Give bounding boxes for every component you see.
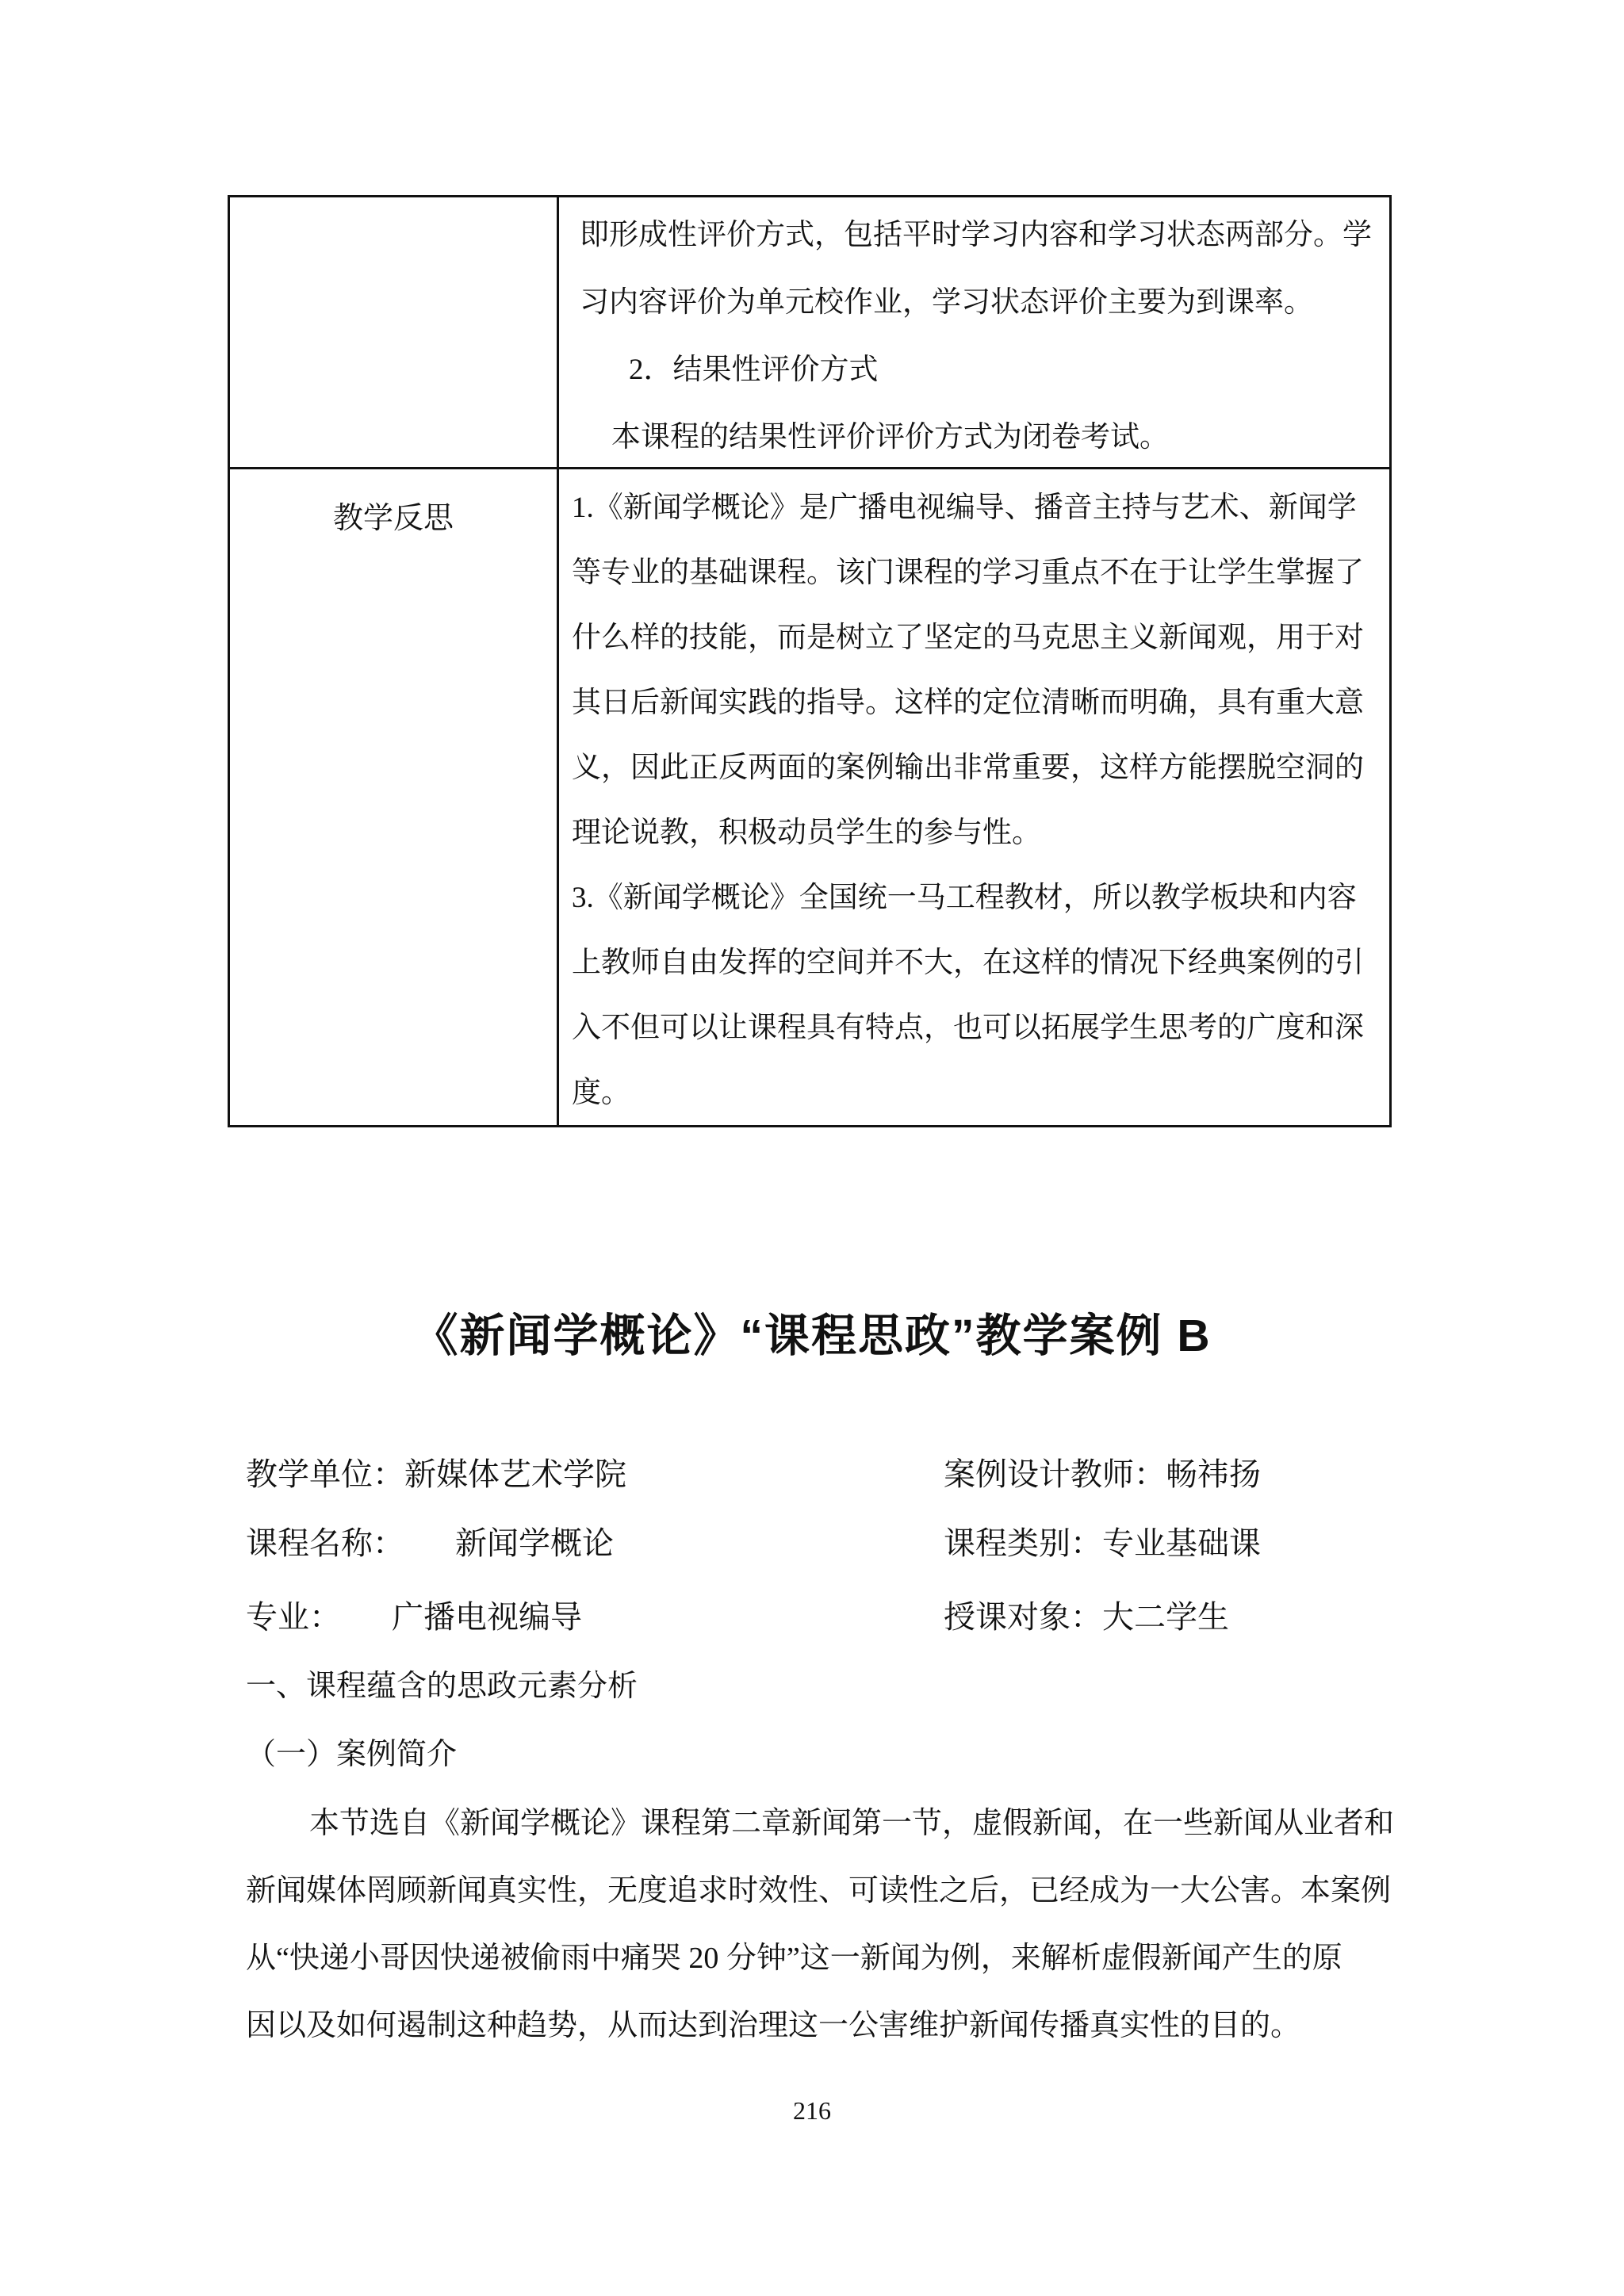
paragraph-line: 从“快递小哥因快递被偷雨中痛哭 20 分钟”这一新闻为例，来解析虚假新闻产生的原 [246, 1942, 1342, 1975]
table-text-line: 理论说教，积极动员学生的参与性。 [572, 817, 1041, 849]
table-text-line: 2．结果性评价方式 [629, 354, 879, 386]
paragraph-line: 本节选自《新闻学概论》课程第二章新闻第一节，虚假新闻，在一些新闻从业者和 [309, 1807, 1395, 1840]
table-cell-row1-label-empty [230, 197, 559, 469]
info-left-pair [246, 1439, 626, 1510]
table-text-line: 本课程的结果性评价评价方式为闭卷考试。 [611, 421, 1169, 453]
audience-value: 大二学生 [1102, 1599, 1229, 1635]
course-name-value: 新闻学概论 [455, 1525, 614, 1561]
paragraph-line: 因以及如何遏制这种趋势，从而达到治理这一公害维护新闻传播真实性的目的。 [246, 2009, 1301, 2042]
table-text-line: 习内容评价为单元校作业，学习状态评价主要为到课率。 [580, 286, 1313, 319]
major-label: 专业： [246, 1599, 341, 1635]
info-right-pair [944, 1582, 1229, 1653]
table-text-line: 什么样的技能，而是树立了坚定的马克思主义新闻观，用于对 [572, 622, 1364, 654]
info-left-pair [246, 1508, 614, 1579]
info-left-pair [246, 1582, 582, 1653]
case-intro-paragraph [246, 1790, 1394, 2060]
paragraph-line: 新闻媒体罔顾新闻真实性，无度追求时效性、可读性之后，已经成为一大公害。本案例 [246, 1874, 1392, 1908]
course-category-label: 课程类别： [944, 1525, 1102, 1561]
table-text-line: 上教师自由发挥的空间并不大，在这样的情况下经典案例的引 [572, 947, 1364, 979]
course-name-label: 课程名称： [246, 1525, 404, 1561]
major-value: 广播电视编导 [392, 1599, 582, 1635]
audience-label: 授课对象： [944, 1599, 1102, 1635]
table-text-line: 入不但可以让课程具有特点，也可以拓展学生思考的广度和深 [572, 1012, 1364, 1044]
info-row-major-audience [246, 1582, 1394, 1653]
table-text-line: 其日后新闻实践的指导。这样的定位清晰而明确，具有重大意 [572, 687, 1364, 719]
table-cell-evaluation-method [559, 197, 1389, 469]
info-row-course-category [246, 1508, 1394, 1579]
course-case-table [228, 195, 1392, 1127]
table-text-line: 即形成性评价方式，包括平时学习内容和学习状态两部分。学 [580, 219, 1372, 251]
page-number: 216 [793, 2096, 831, 2125]
course-category-value: 专业基础课 [1102, 1525, 1261, 1561]
table-cell-reflection-content [559, 469, 1389, 1125]
table-text-line: 3.《新闻学概论》全国统一马工程教材，所以教学板块和内容 [572, 882, 1357, 914]
case-designer-value: 畅祎扬 [1166, 1456, 1261, 1492]
teaching-unit-label: 教学单位： [246, 1456, 404, 1492]
info-right-pair [944, 1508, 1261, 1579]
table-text-line: 1.《新闻学概论》是广播电视编导、播音主持与艺术、新闻学 [572, 492, 1357, 524]
subsection-heading-case-intro: （一）案例简介 [246, 1738, 458, 1771]
info-row-unit-teacher [246, 1439, 1394, 1510]
info-right-pair [944, 1439, 1261, 1510]
teaching-unit-value: 新媒体艺术学院 [404, 1456, 626, 1492]
reflection-label: 教学反思 [332, 502, 454, 535]
table-text-line: 度。 [572, 1077, 630, 1109]
table-text-line: 等专业的基础课程。该门课程的学习重点不在于让学生掌握了 [572, 557, 1364, 589]
table-cell-reflection-label [230, 469, 559, 1125]
section-heading-ideology-analysis: 一、课程蕴含的思政元素分析 [246, 1670, 638, 1703]
case-designer-label: 案例设计教师： [944, 1456, 1166, 1492]
table-text-line: 义，因此正反两面的案例输出非常重要，这样方能摆脱空洞的 [572, 752, 1364, 784]
page-title: 《新闻学概论》“课程思政”教学案例 B [412, 1311, 1212, 1361]
